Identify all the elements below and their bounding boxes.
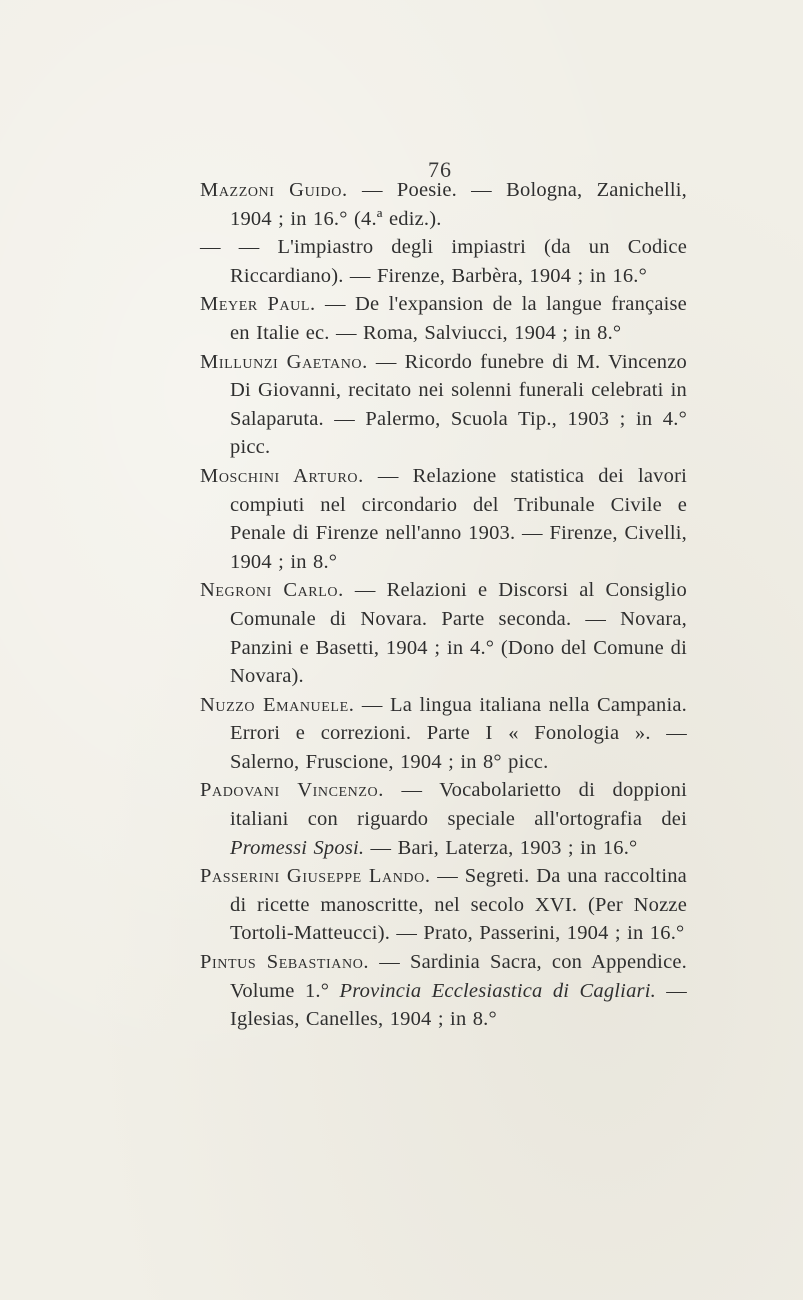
entry-text: — Relazioni e Discorsi al Consiglio Comunale di Novara. Parte seconda. — Novara, Panzini e Basetti, 1904 ; in 4.° (Dono del Comune di Novara). bbox=[230, 579, 687, 688]
entry-author: Pintus Sebastiano. bbox=[200, 951, 370, 974]
bibliography-entry bbox=[200, 776, 687, 862]
entry-author: Meyer Paul. bbox=[200, 293, 316, 316]
entry-author: Millunzi Gaetano. bbox=[200, 350, 368, 373]
bibliography-list bbox=[200, 176, 687, 1034]
bibliography-entry bbox=[200, 348, 687, 462]
entry-author: Negroni Carlo. bbox=[200, 579, 344, 602]
entry-author: Passerini Giuseppe Lando. bbox=[200, 865, 431, 888]
entry-text: — Relazione statistica dei lavori compiuti nel circondario del Tribunale Civile e Penale di Firenze nell'anno 1903. — Firenze, Civelli, 1904 ; in 8.° bbox=[230, 464, 687, 573]
entry-author: Mazzoni Guido. bbox=[200, 179, 348, 201]
entry-text: — Ricordo funebre di M. Vincenzo Di Giovanni, recitato nei solenni funerali celebrati in Salaparuta. — Palermo, Scuola Tip., 1903 ; in 4.° picc. bbox=[230, 350, 687, 459]
page-number: 76 bbox=[428, 157, 452, 182]
bibliography-entry bbox=[200, 233, 687, 290]
bibliography-entry bbox=[200, 290, 687, 347]
entry-author: Moschini Arturo. bbox=[200, 464, 364, 487]
bibliography-entry bbox=[200, 948, 687, 1034]
entry-text: L'impiastro degli impiastri (da un Codice Riccardiano). — Firenze, Barbèra, 1904 ; in 16.° bbox=[230, 236, 687, 287]
entry-imprint: — Iglesias, Canelles, 1904 ; in 8.° bbox=[230, 979, 687, 1031]
entry-text: — Segreti. Da una raccoltina di ricette manoscritte, nel secolo XVI. (Per Nozze Tortoli-Matteucci). — Prato, Passerini, 1904 ; in 16.° bbox=[230, 865, 687, 945]
entry-author-ditto: — — bbox=[200, 236, 260, 259]
entry-author: Nuzzo Emanuele. bbox=[200, 693, 355, 716]
entry-italic-title: Provincia Ecclesiastica di Cagliari. bbox=[339, 979, 656, 1002]
entry-text: — Vocabolarietto di doppioni italiani con riguardo speciale all'ortografia dei bbox=[230, 779, 687, 831]
entry-text: — Poesie. — Bologna, Zanichelli, 1904 ; in 16.° (4.ª ediz.). bbox=[230, 179, 687, 230]
bibliography-entry bbox=[200, 862, 687, 948]
entry-text: — Sardinia Sacra, con Appendice. Volume 1.° bbox=[230, 951, 687, 1002]
entry-text: — La lingua italiana nella Campania. Errori e correzioni. Parte I « Fonologia ». — Salerno, Fruscione, 1904 ; in 8° picc. bbox=[230, 693, 687, 773]
entry-author: Padovani Vincenzo. bbox=[200, 779, 384, 802]
bibliography-entry bbox=[200, 691, 687, 777]
bibliography-entry bbox=[200, 176, 687, 233]
bibliography-entry bbox=[200, 576, 687, 690]
entry-imprint: — Bari, Laterza, 1903 ; in 16.° bbox=[364, 836, 638, 859]
entry-text: — De l'expansion de la langue française en Italie ec. — Roma, Salviucci, 1904 ; in 8.° bbox=[230, 293, 687, 344]
entry-italic-title: Promessi Sposi. bbox=[230, 836, 365, 859]
bibliography-entry bbox=[200, 462, 687, 576]
